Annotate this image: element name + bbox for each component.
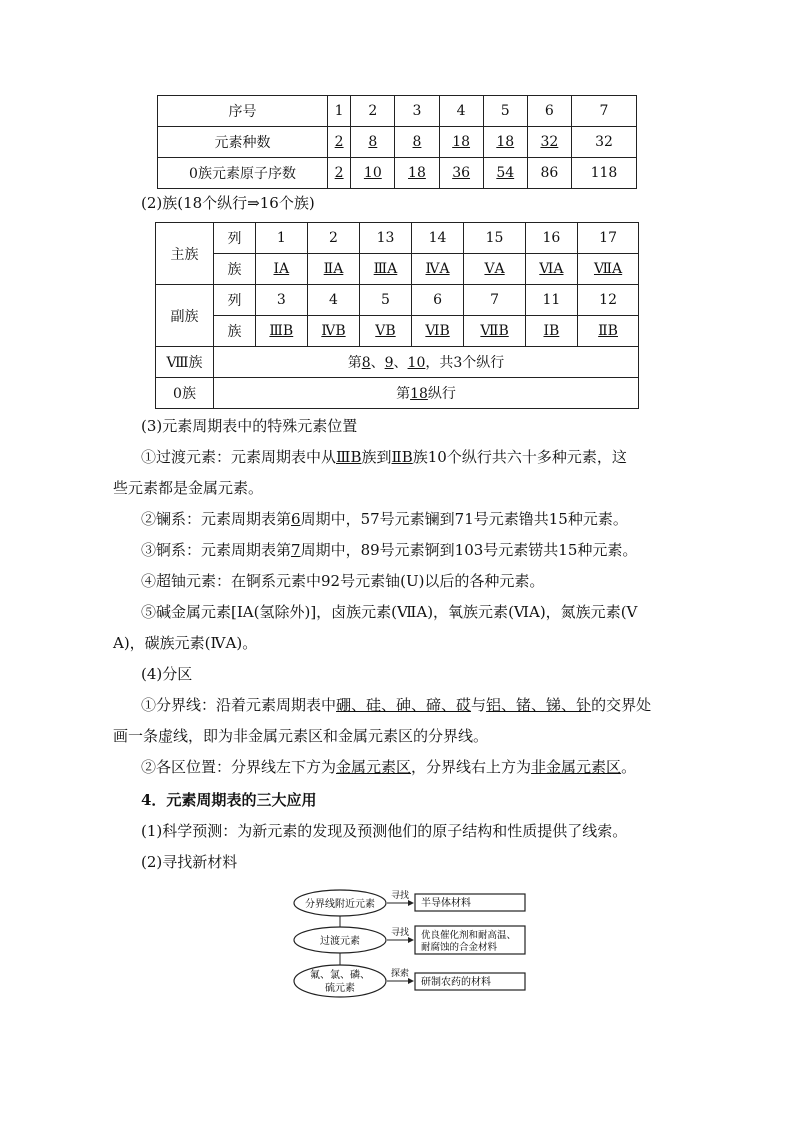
blank-answer: 7 — [291, 541, 301, 559]
cell-value: 5 — [500, 103, 510, 119]
text: 第 — [396, 386, 411, 402]
blank-answer: 非金属元素区 — [531, 758, 622, 776]
cell-value: 36 — [452, 165, 471, 181]
cell — [439, 96, 483, 127]
paragraph: (2)寻找新材料 — [141, 853, 238, 871]
cell-value: 118 — [590, 165, 618, 181]
text: 纵行 — [427, 386, 456, 402]
cell: 7 — [464, 285, 525, 316]
cell — [307, 316, 360, 347]
zero-row — [156, 378, 639, 409]
group-name: ⅦB — [480, 323, 509, 339]
cell: 3 — [256, 285, 308, 316]
sub-col-label: 列 — [214, 285, 256, 316]
cell: 15 — [464, 223, 525, 254]
cell-value: 86 — [540, 165, 559, 181]
cell: 12 — [578, 285, 639, 316]
cell-value: 8 — [412, 134, 422, 150]
paragraph — [141, 539, 637, 561]
text: 第 — [347, 355, 362, 371]
text: ②镧系：元素周期表第 — [141, 510, 292, 528]
cell — [411, 254, 464, 285]
cell — [395, 158, 439, 189]
text: ②各区位置：分界线左下方为 — [141, 758, 337, 776]
cell — [351, 158, 395, 189]
cell — [571, 127, 636, 158]
blank-answer: 18 — [410, 386, 428, 402]
paragraph: (1)科学预测：为新元素的发现及预测他们的原子结构和性质提供了线索。 — [141, 822, 628, 840]
cell — [439, 127, 483, 158]
cell — [527, 127, 571, 158]
cell-value: 32 — [595, 134, 613, 150]
cell: 5 — [360, 285, 411, 316]
text: ③锕系：元素周期表第 — [141, 541, 292, 559]
text: ，共3个纵行 — [425, 355, 505, 371]
cell-value: 2 — [334, 134, 344, 150]
arrow-label: 寻找 — [390, 891, 410, 901]
cell — [483, 158, 527, 189]
cell-value: 8 — [368, 134, 378, 150]
sub-group-row-label: 族 — [214, 316, 256, 347]
zero-desc — [214, 378, 639, 409]
blank-answer: 铝、锗、锑、钋 — [486, 696, 592, 714]
text: 周期中，57号元素镧到71号元素镥共15种元素。 — [300, 510, 628, 528]
cell — [395, 96, 439, 127]
group-name: ⅥB — [425, 323, 450, 339]
paragraph: ⑤碱金属元素[ⅠA(氢除外)]，卤族元素(ⅦA)，氧族元素(ⅥA)，氮族元素(Ⅴ — [141, 603, 638, 621]
paragraph — [141, 446, 627, 468]
text: 、 — [370, 355, 385, 371]
blank-answer: 6 — [291, 510, 301, 528]
node-label: 过渡元素 — [320, 936, 360, 947]
table-row — [158, 158, 637, 189]
cell — [527, 96, 571, 127]
cell-value: 54 — [496, 165, 515, 181]
paragraph-cont: 画一条虚线，即为非金属元素区和金属元素区的分界线。 — [113, 727, 489, 745]
cell — [571, 158, 636, 189]
group-name: ⅣB — [321, 323, 346, 339]
cell: 16 — [525, 223, 578, 254]
cell — [527, 158, 571, 189]
cell — [328, 127, 351, 158]
group-name: ⅢB — [269, 323, 294, 339]
text: ，分界线右上方为 — [411, 758, 532, 776]
node-label: 氟、氯、磷、 — [310, 970, 370, 981]
group-name: ⅤA — [484, 261, 505, 277]
cell — [307, 254, 360, 285]
paragraph — [141, 756, 636, 778]
cell — [328, 158, 351, 189]
cell — [439, 158, 483, 189]
cell — [464, 316, 525, 347]
sub-col-row — [156, 285, 639, 316]
cell — [256, 254, 308, 285]
cell-value: 18 — [452, 134, 471, 150]
blank-answer: 10 — [407, 355, 426, 371]
main-col-label: 列 — [214, 223, 256, 254]
cell — [483, 127, 527, 158]
main-group-row — [156, 254, 639, 285]
row-label: 序号 — [158, 96, 328, 127]
sub-group-row — [156, 316, 639, 347]
cell-value: 32 — [540, 134, 559, 150]
cell-value: 4 — [456, 103, 466, 119]
heading-applications: 4．元素周期表的三大应用 — [141, 791, 317, 809]
text: ①分界线：沿着元素周期表中 — [141, 696, 337, 714]
section3-title: (3)元素周期表中的特殊元素位置 — [141, 417, 358, 435]
main-group-label: 主族 — [156, 223, 214, 285]
table-row — [158, 127, 637, 158]
text: 族到 — [361, 448, 392, 466]
cell: 13 — [360, 223, 411, 254]
cell — [525, 254, 578, 285]
row-label: 元素种数 — [158, 127, 328, 158]
box-label: 优良催化剂和耐高温、 — [421, 930, 517, 941]
main-col-row — [156, 223, 639, 254]
cell — [328, 96, 351, 127]
cell: 2 — [307, 223, 360, 254]
text: 。 — [621, 758, 637, 776]
group-name: ⅠA — [273, 261, 290, 277]
materials-diagram — [290, 885, 535, 1000]
paragraph-cont: 些元素都是金属元素。 — [113, 479, 264, 497]
blank-answer: 9 — [384, 355, 394, 371]
group-name: ⅡA — [323, 261, 344, 277]
cell-value: 7 — [599, 103, 609, 119]
cell: 14 — [411, 223, 464, 254]
blank-answer: 8 — [361, 355, 371, 371]
sub-group-label: 副族 — [156, 285, 214, 347]
table-row — [158, 96, 637, 127]
group-name: ⅠB — [543, 323, 560, 339]
paragraph: ④超铀元素：在锕系元素中92号元素铀(U)以后的各种元素。 — [141, 572, 545, 590]
text: 周期中，89号元素锕到103号元素铹共15种元素。 — [300, 541, 638, 559]
cell — [464, 254, 525, 285]
cell-value: 18 — [408, 165, 426, 181]
text: ①过渡元素：元素周期表中从 — [141, 448, 337, 466]
group-name: ⅡB — [598, 323, 618, 339]
row-label: 0族元素原子序数 — [158, 158, 328, 189]
cell-value: 2 — [334, 165, 344, 181]
cell — [578, 254, 639, 285]
cell-value: 10 — [363, 165, 382, 181]
cell: 6 — [411, 285, 464, 316]
node-label: 分界线附近元素 — [305, 899, 375, 910]
cell — [360, 254, 411, 285]
group-table — [155, 222, 639, 409]
text: 族10个纵行共六十多种元素，这 — [412, 448, 627, 466]
viii-desc — [214, 347, 639, 378]
cell-value: 3 — [412, 103, 422, 119]
arrow-label: 寻找 — [390, 928, 410, 938]
blank-answer: ⅢB — [336, 448, 362, 466]
paragraph — [141, 508, 628, 530]
blank-answer: 金属元素区 — [336, 758, 412, 776]
cell — [351, 96, 395, 127]
cell-value: 2 — [368, 103, 378, 119]
cell-value: 1 — [334, 103, 344, 119]
cell — [411, 316, 464, 347]
section4-title: (4)分区 — [141, 665, 193, 683]
cell — [571, 96, 636, 127]
cell — [483, 96, 527, 127]
cell: 11 — [525, 285, 578, 316]
cell: 4 — [307, 285, 360, 316]
cell — [525, 316, 578, 347]
arrow-label: 探索 — [390, 969, 410, 979]
group-name: ⅥA — [539, 261, 564, 277]
cell — [256, 316, 308, 347]
paragraph — [141, 694, 651, 716]
cell — [578, 316, 639, 347]
blank-answer: ⅡB — [391, 448, 413, 466]
viii-label: Ⅷ族 — [156, 347, 214, 378]
paragraph-cont: A)，碳族元素(ⅣA)。 — [113, 634, 258, 652]
box-label: 耐腐蚀的合金材料 — [421, 942, 498, 953]
text: 与 — [471, 696, 487, 714]
cell — [360, 316, 411, 347]
cell — [395, 127, 439, 158]
section2-title: (2)族(18个纵行⇒16个族) — [141, 194, 315, 212]
blank-answer: 硼、硅、砷、碲、砹 — [336, 696, 472, 714]
viii-row — [156, 347, 639, 378]
group-name: ⅦA — [593, 261, 623, 277]
cell-value: 6 — [544, 103, 554, 119]
group-name: ⅢA — [373, 261, 398, 277]
cell-value: 18 — [496, 134, 515, 150]
cell — [351, 127, 395, 158]
text: 、 — [393, 355, 408, 371]
node-label: 硫元素 — [325, 983, 355, 994]
box-label: 研制农药的材料 — [421, 977, 491, 988]
cell: 1 — [256, 223, 308, 254]
text: 的交界处 — [591, 696, 652, 714]
group-name: ⅤB — [375, 323, 396, 339]
zero-label: 0族 — [156, 378, 214, 409]
group-name: ⅣA — [425, 261, 450, 277]
cell: 17 — [578, 223, 639, 254]
box-label: 半导体材料 — [421, 898, 471, 909]
main-group-row-label: 族 — [214, 254, 256, 285]
period-table — [157, 95, 637, 189]
